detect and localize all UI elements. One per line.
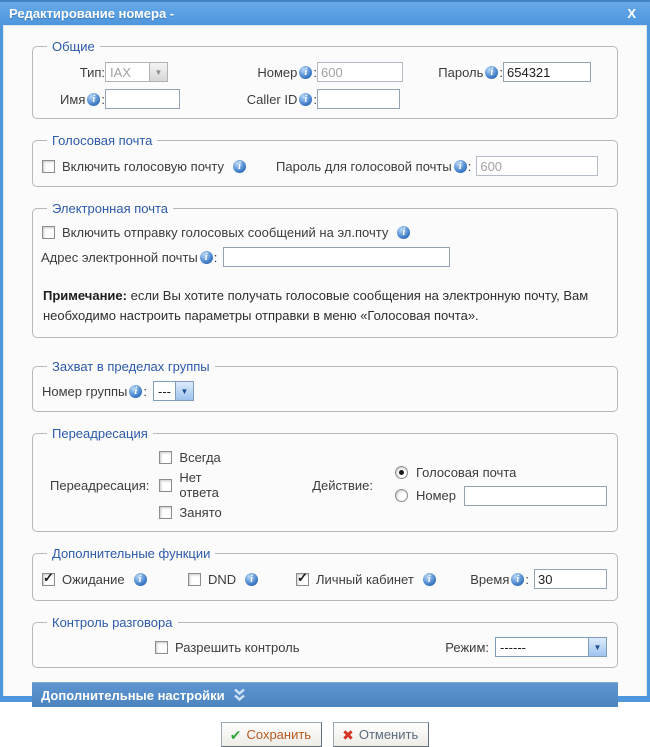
email-section: [32, 201, 618, 338]
action-number-input[interactable]: [464, 486, 607, 506]
forward-noanswer-checkbox[interactable]: [159, 479, 172, 492]
pickup-legend: Захват в пределах группы: [52, 359, 210, 374]
pickup-section: [32, 359, 618, 412]
name-label-group: Имя i :: [60, 91, 105, 107]
voicemail-enable-label: Включить голосовую почту: [62, 158, 225, 174]
email-address-input[interactable]: [223, 247, 450, 267]
info-icon[interactable]: i: [233, 160, 246, 173]
check-icon: ✔: [229, 726, 242, 743]
info-icon[interactable]: i: [397, 226, 410, 239]
dialog-title: Редактирование номера -: [9, 6, 175, 21]
user-portal-checkbox[interactable]: [296, 573, 309, 586]
forwarding-legend: Переадресация: [52, 426, 148, 441]
double-chevron-down-icon: [232, 688, 247, 702]
action-number-row[interactable]: [395, 486, 607, 506]
info-icon[interactable]: i: [134, 573, 147, 586]
forward-noanswer-label: Нет ответа: [179, 470, 219, 500]
info-icon[interactable]: i: [245, 573, 258, 586]
info-icon[interactable]: i: [299, 93, 312, 106]
type-select-value: IAX: [110, 65, 131, 80]
forwarding-section: [32, 426, 618, 532]
name-input[interactable]: [105, 89, 180, 109]
general-legend: Общие: [52, 39, 95, 54]
time-label: Время: [470, 571, 510, 587]
call-waiting-label: Ожидание: [62, 571, 125, 587]
pickup-group-label: Номер группы: [42, 383, 128, 399]
action-number-radio[interactable]: [395, 489, 408, 502]
number-label-group: Номер i :: [257, 64, 317, 80]
info-icon[interactable]: i: [299, 66, 312, 79]
pickup-group-select[interactable]: [153, 381, 194, 401]
info-icon[interactable]: i: [87, 93, 100, 106]
forwarding-action-label: Действие:: [312, 477, 373, 493]
forward-always-row[interactable]: [159, 450, 244, 465]
email-enable-label: Включить отправку голосовых сообщений на эл.почту: [62, 225, 389, 240]
allow-monitor-label: Разрешить контроль: [175, 639, 300, 655]
save-button-label: Сохранить: [246, 727, 312, 742]
voicemail-legend: Голосовая почта: [52, 133, 153, 148]
monitor-legend: Контроль разговора: [52, 615, 173, 630]
monitor-section: [32, 615, 618, 668]
chevron-down-icon: ▼: [175, 382, 193, 400]
forward-always-label: Всегда: [179, 450, 221, 465]
info-icon[interactable]: i: [485, 66, 498, 79]
voicemail-section: [32, 133, 618, 187]
password-label-group: Пароль i :: [438, 64, 503, 80]
email-note-text: если Вы хотите получать голосовые сообщения на электронную почту, Вам необходимо настроить параметры отправки в меню «Голосовая почта».: [43, 288, 589, 323]
voicemail-enable-row[interactable]: [42, 159, 247, 174]
password-label: Пароль: [438, 64, 484, 80]
mode-label: Режим:: [445, 639, 489, 655]
chevron-down-icon: ▼: [149, 63, 167, 81]
number-label: Номер: [257, 64, 298, 80]
call-waiting-row[interactable]: [42, 572, 188, 587]
email-note: [43, 286, 600, 325]
action-voicemail-row[interactable]: [395, 465, 607, 480]
action-voicemail-label: Голосовая почта: [415, 464, 517, 480]
email-enable-row[interactable]: [42, 225, 411, 240]
dnd-checkbox[interactable]: [188, 573, 201, 586]
chevron-down-icon: ▼: [588, 638, 606, 656]
callerid-label-group: Caller ID i :: [246, 91, 317, 107]
voicemail-enable-checkbox[interactable]: [42, 160, 55, 173]
forward-noanswer-row[interactable]: [159, 470, 244, 500]
email-legend: Электронная почта: [52, 201, 169, 216]
type-select: [105, 62, 168, 82]
number-input: [317, 62, 403, 82]
forward-always-checkbox[interactable]: [159, 451, 172, 464]
email-address-label-group: Адрес электронной почты i :: [41, 249, 218, 265]
save-button[interactable]: [221, 722, 322, 747]
callerid-input[interactable]: [317, 89, 400, 109]
email-enable-checkbox[interactable]: [42, 226, 55, 239]
info-icon[interactable]: i: [454, 160, 467, 173]
close-icon[interactable]: X: [627, 6, 636, 21]
cancel-button[interactable]: [333, 722, 429, 747]
info-icon[interactable]: i: [200, 251, 213, 264]
dialog-body: [3, 25, 647, 743]
mode-select[interactable]: [495, 637, 607, 657]
info-icon[interactable]: i: [129, 385, 142, 398]
info-icon[interactable]: i: [511, 573, 524, 586]
features-section: [32, 546, 618, 601]
voicemail-password-label-group: Пароль для голосовой почты i :: [276, 158, 472, 174]
forward-busy-label: Занято: [179, 505, 222, 520]
allow-monitor-row[interactable]: [155, 640, 300, 655]
forwarding-row-label: Переадресация:: [50, 477, 150, 493]
dialog-actions: [4, 722, 646, 747]
cancel-button-label: Отменить: [358, 727, 419, 742]
type-label: Тип:: [79, 64, 105, 80]
password-input[interactable]: [503, 62, 591, 82]
name-label: Имя: [60, 91, 86, 107]
advanced-settings-label: Дополнительные настройки: [41, 687, 225, 703]
dnd-label: DND: [208, 571, 237, 587]
features-legend: Дополнительные функции: [52, 546, 211, 561]
time-input[interactable]: [534, 569, 607, 589]
action-voicemail-radio[interactable]: [395, 466, 408, 479]
voicemail-password-input: [476, 156, 598, 176]
forward-busy-row[interactable]: [159, 505, 244, 520]
user-portal-row[interactable]: [296, 572, 437, 587]
user-portal-label: Личный кабинет: [316, 571, 414, 587]
action-number-label: Номер: [415, 488, 456, 503]
callerid-label: Caller ID: [246, 91, 298, 107]
call-waiting-checkbox[interactable]: [42, 573, 55, 586]
voicemail-password-label: Пароль для голосовой почты: [276, 158, 452, 174]
info-icon[interactable]: i: [423, 573, 436, 586]
email-address-label: Адрес электронной почты: [41, 249, 198, 265]
cross-icon: ✖: [342, 726, 354, 743]
forward-busy-checkbox[interactable]: [159, 506, 172, 519]
dnd-row[interactable]: [188, 572, 296, 587]
dialog-titlebar: [0, 0, 650, 25]
pickup-group-label-group: Номер группы i :: [42, 383, 148, 399]
email-note-prefix: Примечание:: [43, 288, 127, 303]
time-label-group: Время i :: [470, 571, 529, 587]
advanced-settings-bar[interactable]: [32, 682, 618, 707]
mode-select-value: ------: [500, 640, 526, 655]
general-section: [32, 39, 618, 119]
allow-monitor-checkbox[interactable]: [155, 641, 168, 654]
pickup-group-value: ---: [158, 384, 172, 399]
